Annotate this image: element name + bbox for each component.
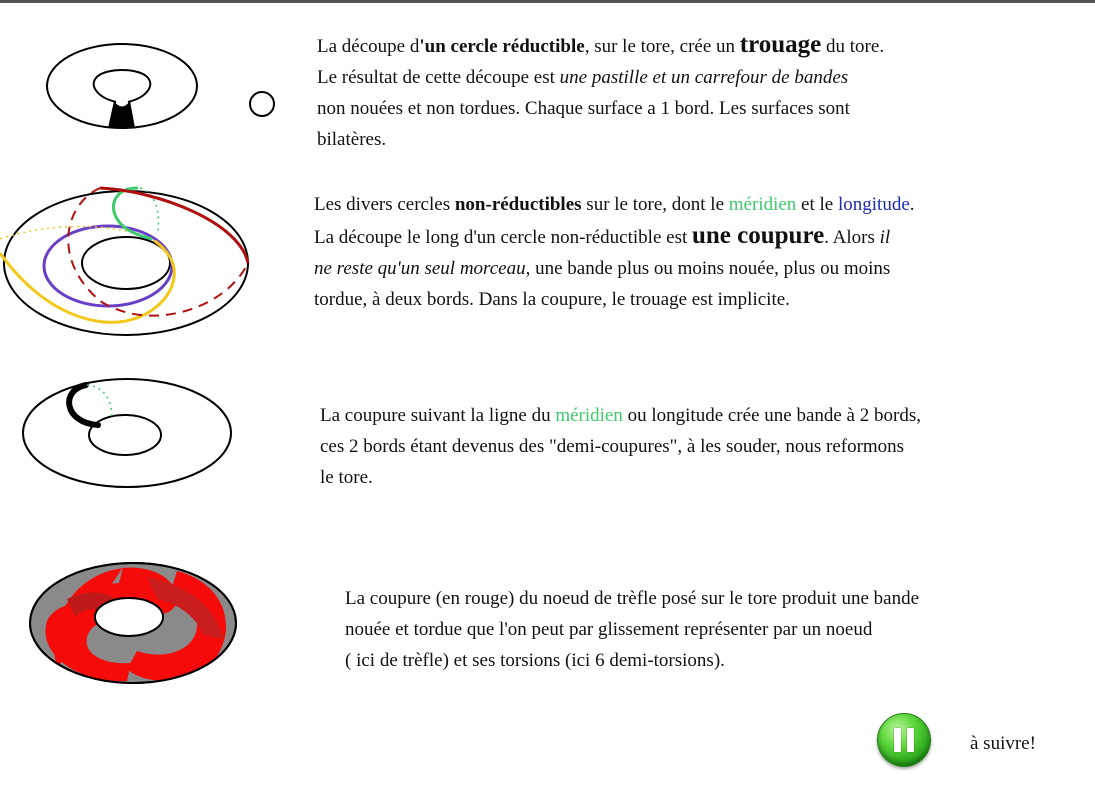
text-segment: 'un cercle réductible (419, 36, 585, 57)
text-segment: . (909, 194, 915, 215)
text-segment: non-réductibles (454, 194, 582, 215)
text-line (345, 583, 919, 614)
text-segment: bilatères. (317, 129, 387, 150)
section-3-text (320, 400, 921, 493)
text-segment: longitude (837, 194, 910, 215)
text-segment: nouée et tordue que l'on peut par glissement représenter par un noeud (345, 619, 873, 640)
text-line (320, 400, 921, 431)
text-line (320, 462, 921, 493)
text-segment: . Alors (824, 227, 880, 248)
text-segment: La coupure (en rouge) du noeud de trèfle posé sur le tore produit une bande (345, 588, 920, 609)
torus-reducible-cut-figure (40, 42, 290, 142)
text-line (314, 284, 915, 315)
text-segment: sur le tore, dont le (581, 194, 729, 215)
text-line (314, 220, 915, 253)
text-segment: ou longitude crée une bande à 2 bords, (622, 405, 921, 426)
text-segment: le tore. (320, 467, 373, 488)
torus-trefoil-band-figure (27, 559, 242, 689)
text-segment: non nouées et non tordues. Chaque surface a 1 bord. Les surfaces sont (317, 98, 850, 119)
text-line (317, 93, 884, 124)
text-segment: trouage (739, 31, 822, 58)
text-segment: Le résultat de cette découpe est (317, 67, 560, 88)
section-1-text (317, 29, 884, 155)
text-line (314, 189, 915, 220)
text-line (317, 62, 884, 93)
text-line (317, 124, 884, 155)
text-line (317, 29, 884, 62)
text-segment: ( ici de trèfle) et ses torsions (ici 6 demi-torsions). (345, 650, 725, 671)
text-line (345, 614, 919, 645)
text-line (345, 645, 919, 676)
text-segment: tordue, à deux bords. Dans la coupure, le trouage est implicite. (314, 289, 790, 310)
torus-nonreducible-circles-figure (0, 183, 260, 343)
text-segment: Les divers cercles (314, 194, 455, 215)
text-segment: ces 2 bords étant devenus des "demi-coupures", à les souder, nous reformons (320, 436, 905, 457)
top-border (0, 0, 1095, 3)
pause-icon (894, 728, 914, 752)
text-segment: La découpe le long d'un cercle non-réductible est (314, 227, 692, 248)
text-segment: ne reste qu'un seul morceau (314, 258, 526, 279)
next-button[interactable] (877, 713, 931, 767)
next-label: à suivre! (970, 733, 1036, 754)
text-line (320, 431, 921, 462)
text-segment: du tore. (821, 36, 885, 57)
section-2-text (314, 189, 915, 315)
text-segment: , sur le tore, crée un (584, 36, 740, 57)
text-segment: et le (796, 194, 838, 215)
text-segment: La coupure suivant la ligne du (320, 405, 556, 426)
text-segment: une pastille et un carrefour de bandes (559, 67, 849, 88)
text-segment: , une bande plus ou moins nouée, plus ou moins (525, 258, 891, 279)
text-segment: une coupure (692, 222, 825, 249)
text-segment: méridien (555, 405, 623, 426)
section-4-text (345, 583, 919, 676)
text-segment: il (879, 227, 891, 248)
text-segment: La découpe d (317, 36, 420, 57)
text-segment: méridien (728, 194, 797, 215)
text-line (314, 253, 915, 284)
torus-meridian-cut-figure (20, 375, 240, 490)
